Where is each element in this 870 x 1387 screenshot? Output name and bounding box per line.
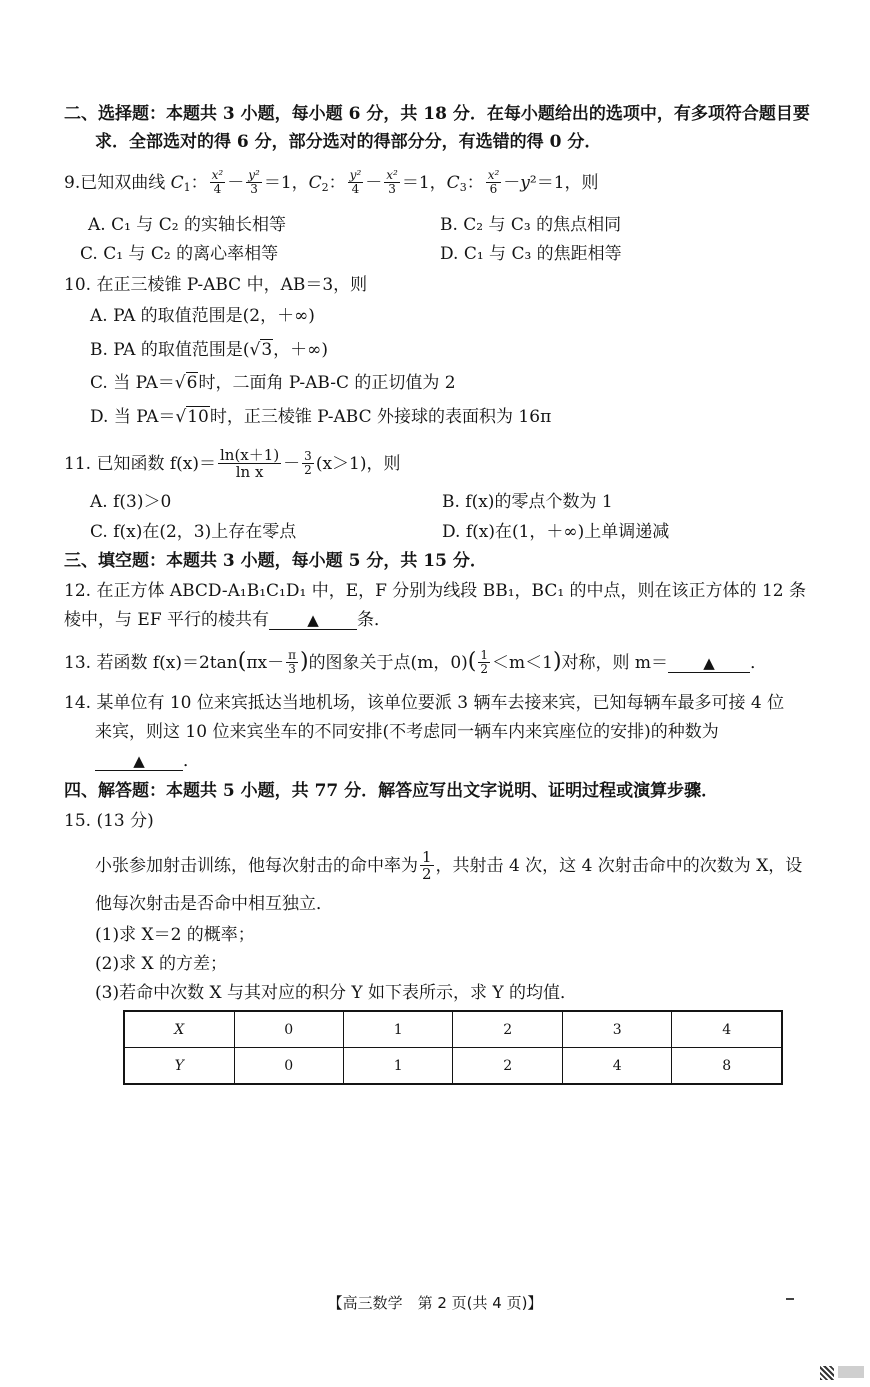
q10-option-d: D. 当 PA＝√10时，正三棱锥 P-ABC 外接球的表面积为 16π	[90, 407, 552, 427]
q11-frac-num: ln(x＋1)	[220, 446, 280, 464]
triangle-icon: ▲	[133, 752, 145, 770]
q10-option-b: B. PA 的取值范围是(√3，＋∞)	[90, 340, 328, 360]
question-15-head: 15. (13 分)	[64, 811, 154, 831]
question-9-suffix: ，则	[564, 173, 599, 193]
q11-option-d: D. f(x)在(1，＋∞)上单调递减	[442, 522, 670, 542]
q13-post: 对称，则 m＝	[561, 653, 669, 673]
table-cell: 2	[453, 1048, 562, 1085]
q10-c-pre: C. 当 PA＝	[90, 373, 175, 393]
answer-blank[interactable]	[269, 611, 357, 630]
question-15-sub3: (3)若命中次数 X 与其对应的积分 Y 如下表所示，求 Y 的均值．	[95, 983, 578, 1003]
q11-mid: －	[283, 454, 301, 474]
question-15-sub2: (2)求 X 的方差；	[95, 954, 227, 974]
question-12-line2	[64, 609, 391, 631]
triangle-icon: ▲	[307, 611, 319, 629]
q9-option-c: C. C₁ 与 C₂ 的离心率相等	[80, 244, 279, 264]
q10-b-root: 3	[261, 340, 273, 360]
page-footer: 【高三数学 第 2 页(共 4 页)】	[327, 1294, 543, 1312]
section-3-header: 三、填空题：本题共 3 小题，每小题 5 分，共 15 分．	[64, 551, 487, 571]
q10-option-c: C. 当 PA＝√6时，二面角 P-AB-C 的正切值为 2	[90, 373, 456, 393]
q13-frac-den: 3	[288, 662, 296, 676]
q13-cond-num: 1	[480, 648, 488, 662]
q13-inner: πx－	[246, 653, 285, 673]
q11-option-b: B. f(x)的零点个数为 1	[442, 492, 613, 512]
question-9: 9.已知双曲线 $C_1$： $\frac{\text{x²}}{4}$ － $\frac{\text{y²}}{3}$ ＝1，$C_2$： $\frac{\text{y²}}{4}$ － $\frac{\text{x²}}{3}$ ＝1，$C_3$： $\frac{\text{x²}}{6}$ －y²＝1，则	[64, 168, 599, 196]
section-4-header: 四、解答题：本题共 5 小题，共 77 分．解答应写出文字说明、证明过程或演算步骤．	[64, 781, 719, 801]
question-13: 13. 若函数 f(x)＝2tan(πx－ $\frac{\pi}{3}$ )的图象关于点(m，0)( $\frac{1}{2}$ ＜m＜1)对称，则 m＝ ▲ ．	[64, 648, 768, 676]
dash-mark	[786, 1298, 794, 1300]
q11-option-c: C. f(x)在(2，3)上存在零点	[90, 522, 297, 542]
question-12-line1: 12. 在正方体 ABCD-A₁B₁C₁D₁ 中，E，F 分别为线段 BB₁，BC₁ 的中点，则在该正方体的 12 条	[64, 581, 806, 601]
table-row	[124, 1011, 782, 1048]
table-header-x: X	[124, 1011, 234, 1048]
q12-line2-post: 条．	[357, 610, 392, 630]
q11-frac-den: ln x	[235, 463, 264, 481]
q10-d-root: 10	[187, 407, 209, 427]
question-15-para2: 他每次射击是否命中相互独立．	[95, 894, 333, 914]
q10-d-post: 时，正三棱锥 P-ABC 外接球的表面积为 16π	[209, 407, 552, 427]
table-row	[124, 1048, 782, 1085]
question-14-blank-line	[95, 750, 200, 772]
q10-c-root: 6	[186, 373, 198, 393]
table-cell: 0	[234, 1011, 343, 1048]
q11-frac2-num: 3	[304, 449, 312, 463]
section-2-header-cont: 求．全部选对的得 6 分，部分选对的得部分分，有选错的得 0 分．	[95, 132, 602, 152]
score-table	[123, 1010, 783, 1085]
q11-option-a: A. f(3)＞0	[90, 492, 172, 512]
q15-p1-num: 1	[422, 848, 432, 866]
qr-code-icon	[820, 1366, 834, 1380]
q13-mid: 的图象关于点(m，0)	[308, 653, 468, 673]
q15-p1-post: ，共射击 4 次，这 4 次射击命中的次数为 X，设	[435, 856, 803, 876]
q10-option-a: A. PA 的取值范围是(2，＋∞)	[90, 306, 315, 326]
q13-end: ．	[750, 653, 768, 673]
q10-b-post: ，＋∞)	[273, 340, 328, 360]
question-15-para1	[95, 850, 802, 883]
q11-pre: 11. 已知函数 f(x)＝	[64, 454, 216, 474]
q14-end: ．	[183, 751, 200, 771]
q11-frac2-den: 2	[304, 463, 312, 477]
question-number: 9.	[64, 173, 81, 193]
q10-b-pre: B. PA 的取值范围是(	[90, 340, 250, 360]
answer-blank[interactable]	[668, 654, 750, 673]
q15-p1-den: 2	[422, 865, 432, 883]
triangle-icon: ▲	[703, 654, 715, 672]
q13-cond-den: 2	[480, 662, 488, 676]
table-cell: 4	[562, 1048, 671, 1085]
question-14-line2: 来宾，则这 10 位来宾坐车的不同安排(不考虑同一辆车内来宾座位的安排)的种数为	[95, 722, 719, 742]
q9-option-d: D. C₁ 与 C₃ 的焦距相等	[440, 244, 622, 264]
table-cell: 8	[672, 1048, 782, 1085]
q13-frac-num: π	[288, 648, 296, 662]
q15-p1-pre: 小张参加射击训练，他每次射击的命中率为	[95, 856, 418, 876]
question-11-stem	[64, 448, 400, 481]
question-9-prefix: 已知双曲线	[80, 173, 166, 193]
table-cell: 4	[672, 1011, 782, 1048]
question-10-stem: 10. 在正三棱锥 P-ABC 中，AB＝3，则	[64, 275, 368, 295]
table-cell: 2	[453, 1011, 562, 1048]
question-14-line1: 14. 某单位有 10 位来宾抵达当地机场，该单位要派 3 辆车去接来宾，已知每辆车最多可接 4 位	[64, 693, 785, 713]
question-15-sub1: (1)求 X＝2 的概率；	[95, 925, 255, 945]
answer-blank[interactable]	[95, 752, 183, 771]
table-cell: 3	[562, 1011, 671, 1048]
table-cell: 1	[344, 1011, 453, 1048]
q12-line2-pre: 棱中，与 EF 平行的棱共有	[64, 610, 270, 630]
q11-post: (x＞1)，则	[315, 454, 401, 474]
q13-pre: 13. 若函数 f(x)＝2tan	[64, 653, 238, 673]
q10-d-pre: D. 当 PA＝	[90, 407, 176, 427]
q13-cond-post: ＜m＜1	[492, 653, 553, 673]
q9-option-b: B. C₂ 与 C₃ 的焦点相同	[440, 215, 622, 235]
q9-option-a: A. C₁ 与 C₂ 的实轴长相等	[88, 215, 286, 235]
q10-c-post: 时，二面角 P-AB-C 的正切值为 2	[198, 373, 456, 393]
table-cell: 0	[234, 1048, 343, 1085]
table-cell: 1	[344, 1048, 453, 1085]
table-header-y: Y	[124, 1048, 234, 1085]
watermark-logo-icon	[838, 1366, 864, 1378]
section-2-header: 二、选择题：本题共 3 小题，每小题 6 分，共 18 分．在每小题给出的选项中，有多项符合题目要	[64, 104, 810, 124]
